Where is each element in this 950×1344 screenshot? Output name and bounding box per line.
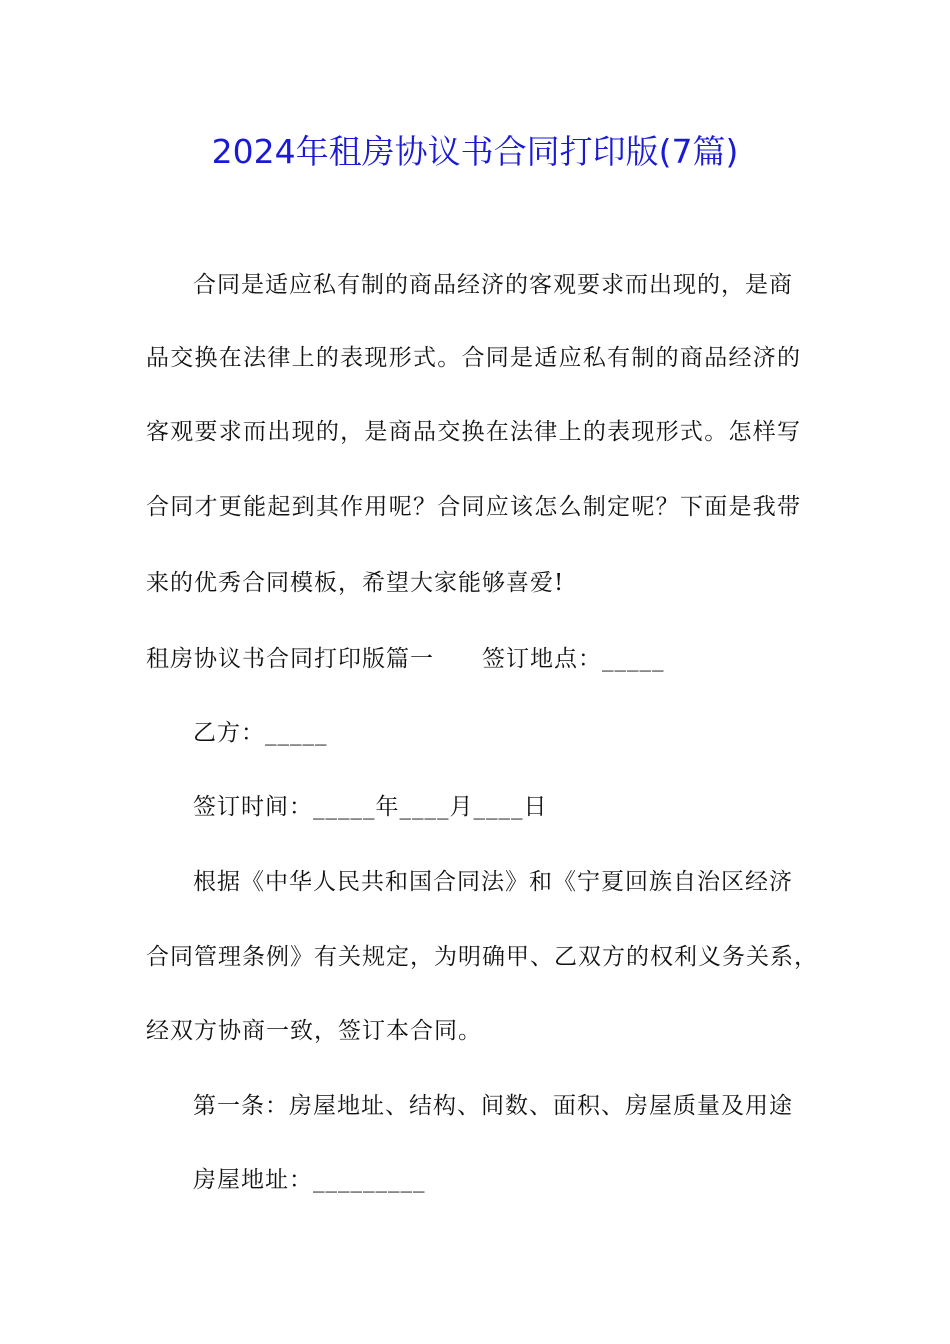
house-address-field: 房屋地址：_________ (193, 1167, 426, 1193)
section-heading-row (146, 642, 665, 676)
sign-place-field: 签订地点：_____ (482, 646, 665, 672)
basis-line-3: 经双方协商一致，签订本合同。 (146, 1018, 482, 1044)
intro-line-1: 合同是适应私有制的商品经济的客观要求而出现的，是商 (193, 272, 793, 298)
document-title: 2024年租房协议书合同打印版(7篇) (211, 132, 739, 171)
intro-line-2: 品交换在法律上的表现形式。合同是适应私有制的商品经济的 (146, 345, 801, 371)
intro-line-3: 客观要求而出现的，是商品交换在法律上的表现形式。怎样写 (146, 419, 801, 445)
sign-time-field: 签订时间：_____年____月____日 (193, 794, 548, 820)
basis-line-2: 合同管理条例》有关规定，为明确甲、乙双方的权利义务关系， (146, 944, 818, 970)
section-heading: 租房协议书合同打印版篇一 (146, 646, 434, 672)
article-one-heading: 第一条：房屋地址、结构、间数、面积、房屋质量及用途 (193, 1093, 793, 1119)
intro-line-5: 来的优秀合同模板，希望大家能够喜爱! (146, 570, 565, 596)
basis-line-1: 根据《中华人民共和国合同法》和《宁夏回族自治区经济 (193, 869, 793, 895)
intro-line-4: 合同才更能起到其作用呢？合同应该怎么制定呢？下面是我带 (146, 494, 801, 520)
party-b-field: 乙方：_____ (193, 720, 328, 746)
